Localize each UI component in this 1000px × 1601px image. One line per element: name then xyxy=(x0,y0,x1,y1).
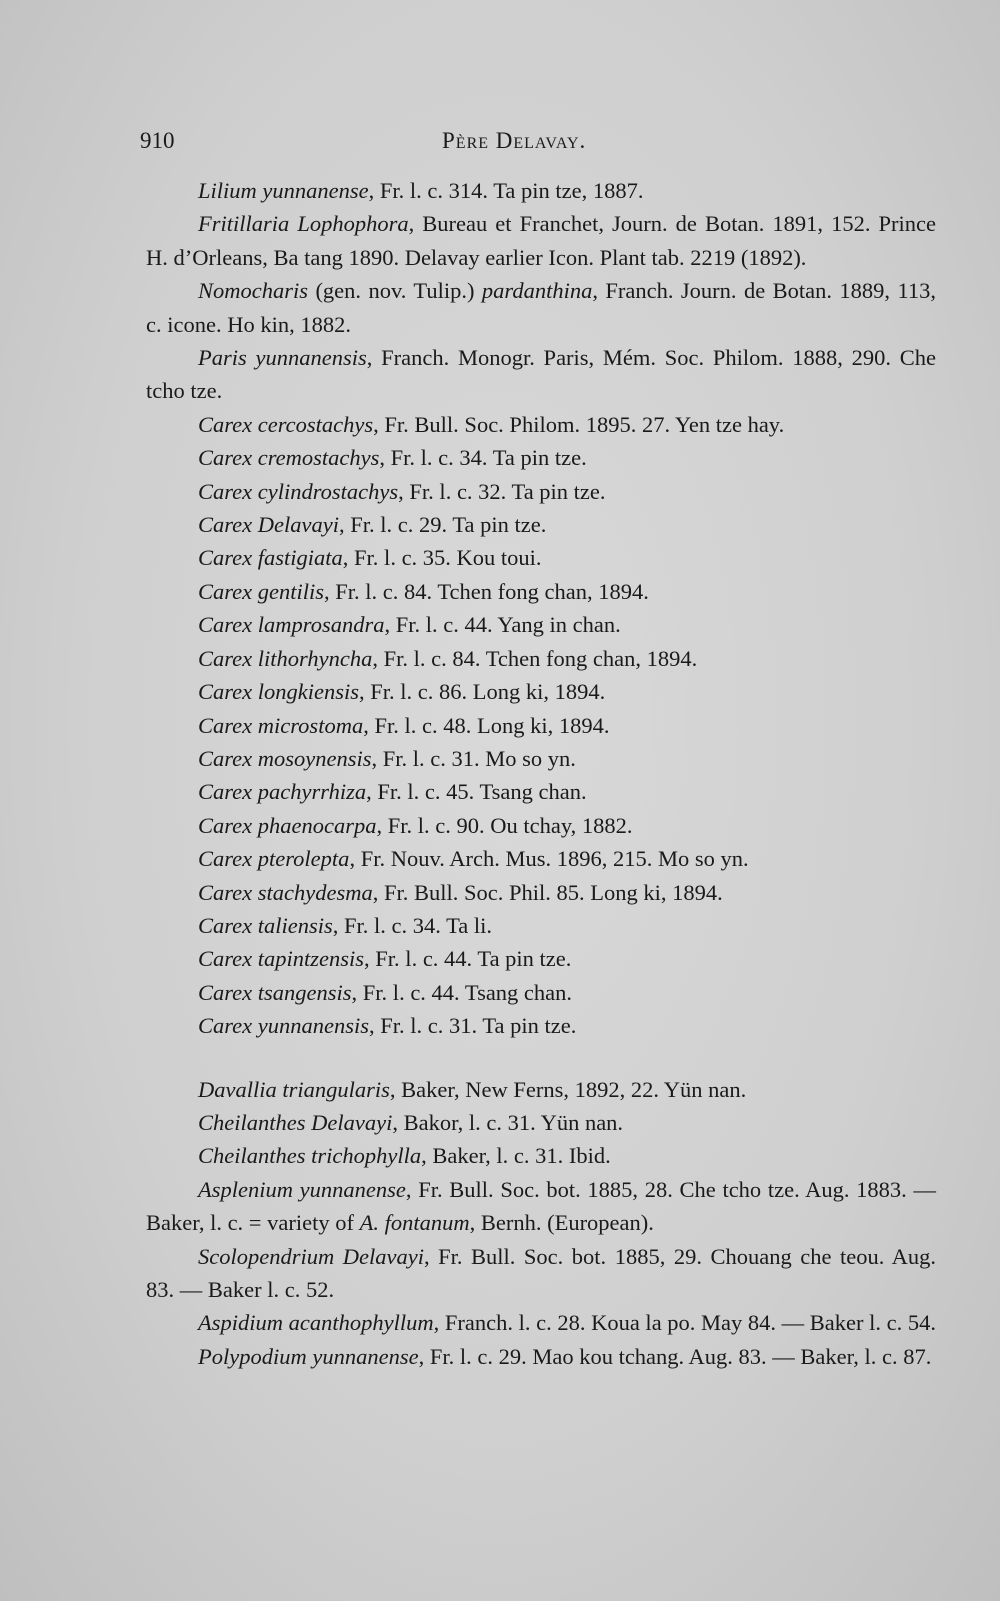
entry-citation: , Fr. l. c. 35. Kou toui. xyxy=(342,545,542,571)
species-entry xyxy=(146,775,936,808)
entry-citation: , Bakor, l. c. 31. Yün nan. xyxy=(392,1109,624,1135)
species-name: Cheilanthes Delavayi xyxy=(198,1109,393,1135)
entry-citation: , Fr. Bull. Soc. Philom. 1895. 27. Yen tze hay. xyxy=(373,411,785,437)
entry-citation: , Fr. l. c. 45. Tsang chan. xyxy=(366,779,587,805)
species-entry xyxy=(146,207,936,274)
species-name: Carex cylindrostachys xyxy=(198,478,399,504)
species-entry xyxy=(146,976,936,1009)
species-entry xyxy=(146,909,936,942)
entry-citation: , Bureau et Franchet, Journ. de Botan. 1891, 152. Prince H. d’Orleans, Ba tang 1890. Delavay earlier Icon. Plant tab. 2219 (1892). xyxy=(146,211,936,270)
species-name: Carex lithorhyncha xyxy=(198,645,373,671)
species-name: Carex lamprosandra xyxy=(198,612,385,638)
entry-citation: , Fr. l. c. 44. Tsang chan. xyxy=(351,979,573,1005)
species-entry xyxy=(146,876,936,909)
species-entry xyxy=(146,408,936,441)
entry-citation: , Fr. Bull. Soc. bot. 1885, 29. Chouang che teou. Aug. 83. — Baker l. c. 52. xyxy=(146,1243,936,1302)
species-entry xyxy=(146,1009,936,1042)
entry-citation: , Fr. Nouv. Arch. Mus. 1896, 215. Mo so yn. xyxy=(349,846,749,872)
species-entry xyxy=(146,742,936,775)
species-name: Fritillaria Lophophora xyxy=(198,211,409,237)
entry-citation: , Franch. Monogr. Paris, Mém. Soc. Philom. 1888, 290. Che tcho tze. xyxy=(146,345,936,404)
entry-citation: , Fr. l. c. 32. Ta pin tze. xyxy=(398,478,606,504)
species-name: Nomocharis xyxy=(198,278,309,304)
species-entry xyxy=(146,1073,936,1106)
species-name: Polypodium yunnanense xyxy=(198,1343,419,1369)
running-head: Père Delavay. xyxy=(442,128,587,153)
species-name: Scolopendrium Delavayi xyxy=(198,1243,424,1269)
entry-citation: , Bernh. (European). xyxy=(469,1210,654,1236)
species-entry xyxy=(146,709,936,742)
entry-citation: , Fr. l. c. 84. Tchen fong chan, 1894. xyxy=(372,645,698,671)
species-entry xyxy=(146,642,936,675)
species-name: Carex pterolepta xyxy=(198,846,350,872)
species-name: A. fontanum xyxy=(359,1210,470,1236)
species-entry xyxy=(146,675,936,708)
species-name: Carex yunnanensis xyxy=(198,1013,370,1039)
species-entry xyxy=(146,1340,936,1373)
species-name: Cheilanthes trichophylla xyxy=(198,1143,422,1169)
entry-citation: , Fr. Bull. Soc. bot. 1885, 28. Che tcho tze. Aug. 1883. — Baker, l. c. = variety of xyxy=(146,1176,936,1236)
species-entry xyxy=(146,508,936,541)
entry-citation: , Fr. l. c. 314. Ta pin tze, 1887. xyxy=(368,178,644,203)
species-entry xyxy=(146,1139,936,1172)
entry-citation: , Fr. Bull. Soc. Phil. 85. Long ki, 1894. xyxy=(372,879,723,905)
species-name: Carex microstoma xyxy=(198,712,364,738)
species-entry xyxy=(146,575,936,608)
entry-citation: , Fr. l. c. 48. Long ki, 1894. xyxy=(363,712,610,738)
entry-citation: , Fr. l. c. 86. Long ki, 1894. xyxy=(359,679,606,705)
species-name: pardanthina xyxy=(481,278,593,304)
entry-citation: , Franch. l. c. 28. Koua la po. May 84. — Baker l. c. 54. xyxy=(433,1310,937,1336)
species-name: Carex phaenocarpa xyxy=(198,812,377,838)
species-entry xyxy=(146,1240,936,1307)
species-entry xyxy=(146,441,936,474)
species-name: Carex taliensis xyxy=(198,912,333,938)
species-name: Paris yunnanensis xyxy=(198,345,367,371)
species-name: Carex cremostachys xyxy=(198,445,380,471)
species-entry xyxy=(146,608,936,641)
entry-citation: , Fr. l. c. 29. Mao kou tchang. Aug. 83. — Baker, l. c. 87. xyxy=(418,1343,932,1369)
entry-citation: , Fr. l. c. 31. Ta pin tze. xyxy=(369,1013,577,1039)
species-name: Aspidium acanthophyllum xyxy=(198,1310,434,1336)
entry-citation: , Baker, New Ferns, 1892, 22. Yün nan. xyxy=(389,1076,747,1102)
entry-citation: , Fr. l. c. 84. Tchen fong chan, 1894. xyxy=(324,578,649,604)
species-name: Carex mosoynensis xyxy=(198,745,372,771)
species-entry xyxy=(146,1173,936,1240)
species-entry xyxy=(146,1306,936,1339)
species-name: Carex fastigiata xyxy=(198,545,343,571)
entry-citation: , Fr. l. c. 34. Ta pin tze. xyxy=(379,445,587,471)
species-name: Lilium yunnanense xyxy=(198,178,369,203)
species-name: Carex longkiensis xyxy=(198,679,360,705)
species-name: Carex stachydesma xyxy=(198,879,373,905)
entry-citation: , Fr. l. c. 34. Ta li. xyxy=(332,912,493,938)
species-entry xyxy=(146,1106,936,1139)
species-name: Carex tsangensis xyxy=(198,979,352,1005)
species-entry xyxy=(146,174,936,207)
species-entry xyxy=(146,809,936,842)
species-entry xyxy=(146,274,936,341)
entry-citation: , Baker, l. c. 31. Ibid. xyxy=(421,1143,611,1169)
entry-citation: , Fr. l. c. 31. Mo so yn. xyxy=(371,745,576,771)
species-name: Carex Delavayi xyxy=(198,512,339,538)
species-name: Davallia triangularis xyxy=(198,1076,390,1102)
species-name: Carex tapintzensis xyxy=(198,946,365,972)
entry-citation: , Fr. l. c. 44. Ta pin tze. xyxy=(364,946,572,972)
entry-citation: , Fr. l. c. 29. Ta pin tze. xyxy=(339,512,547,538)
entry-citation: , Franch. Journ. de Botan. 1889, 113, c. icone. Ho kin, 1882. xyxy=(146,278,937,337)
species-name: Asplenium yunnanense xyxy=(198,1176,406,1202)
page-number: 910 xyxy=(140,128,175,153)
entry-citation: , Fr. l. c. 44. Yang in chan. xyxy=(384,612,621,638)
species-entry xyxy=(146,842,936,875)
species-entry xyxy=(146,541,936,574)
species-entry xyxy=(146,942,936,975)
species-entry xyxy=(146,341,936,408)
entry-citation: , Fr. l. c. 90. Ou tchay, 1882. xyxy=(376,812,633,838)
species-name: Carex pachyrrhiza xyxy=(198,779,367,805)
entry-text: (gen. nov. Tulip.) xyxy=(308,278,482,304)
text-body xyxy=(146,174,936,1373)
species-name: Carex cercostachys xyxy=(198,411,374,437)
species-name: Carex gentilis xyxy=(198,578,325,604)
species-entry xyxy=(146,475,936,508)
